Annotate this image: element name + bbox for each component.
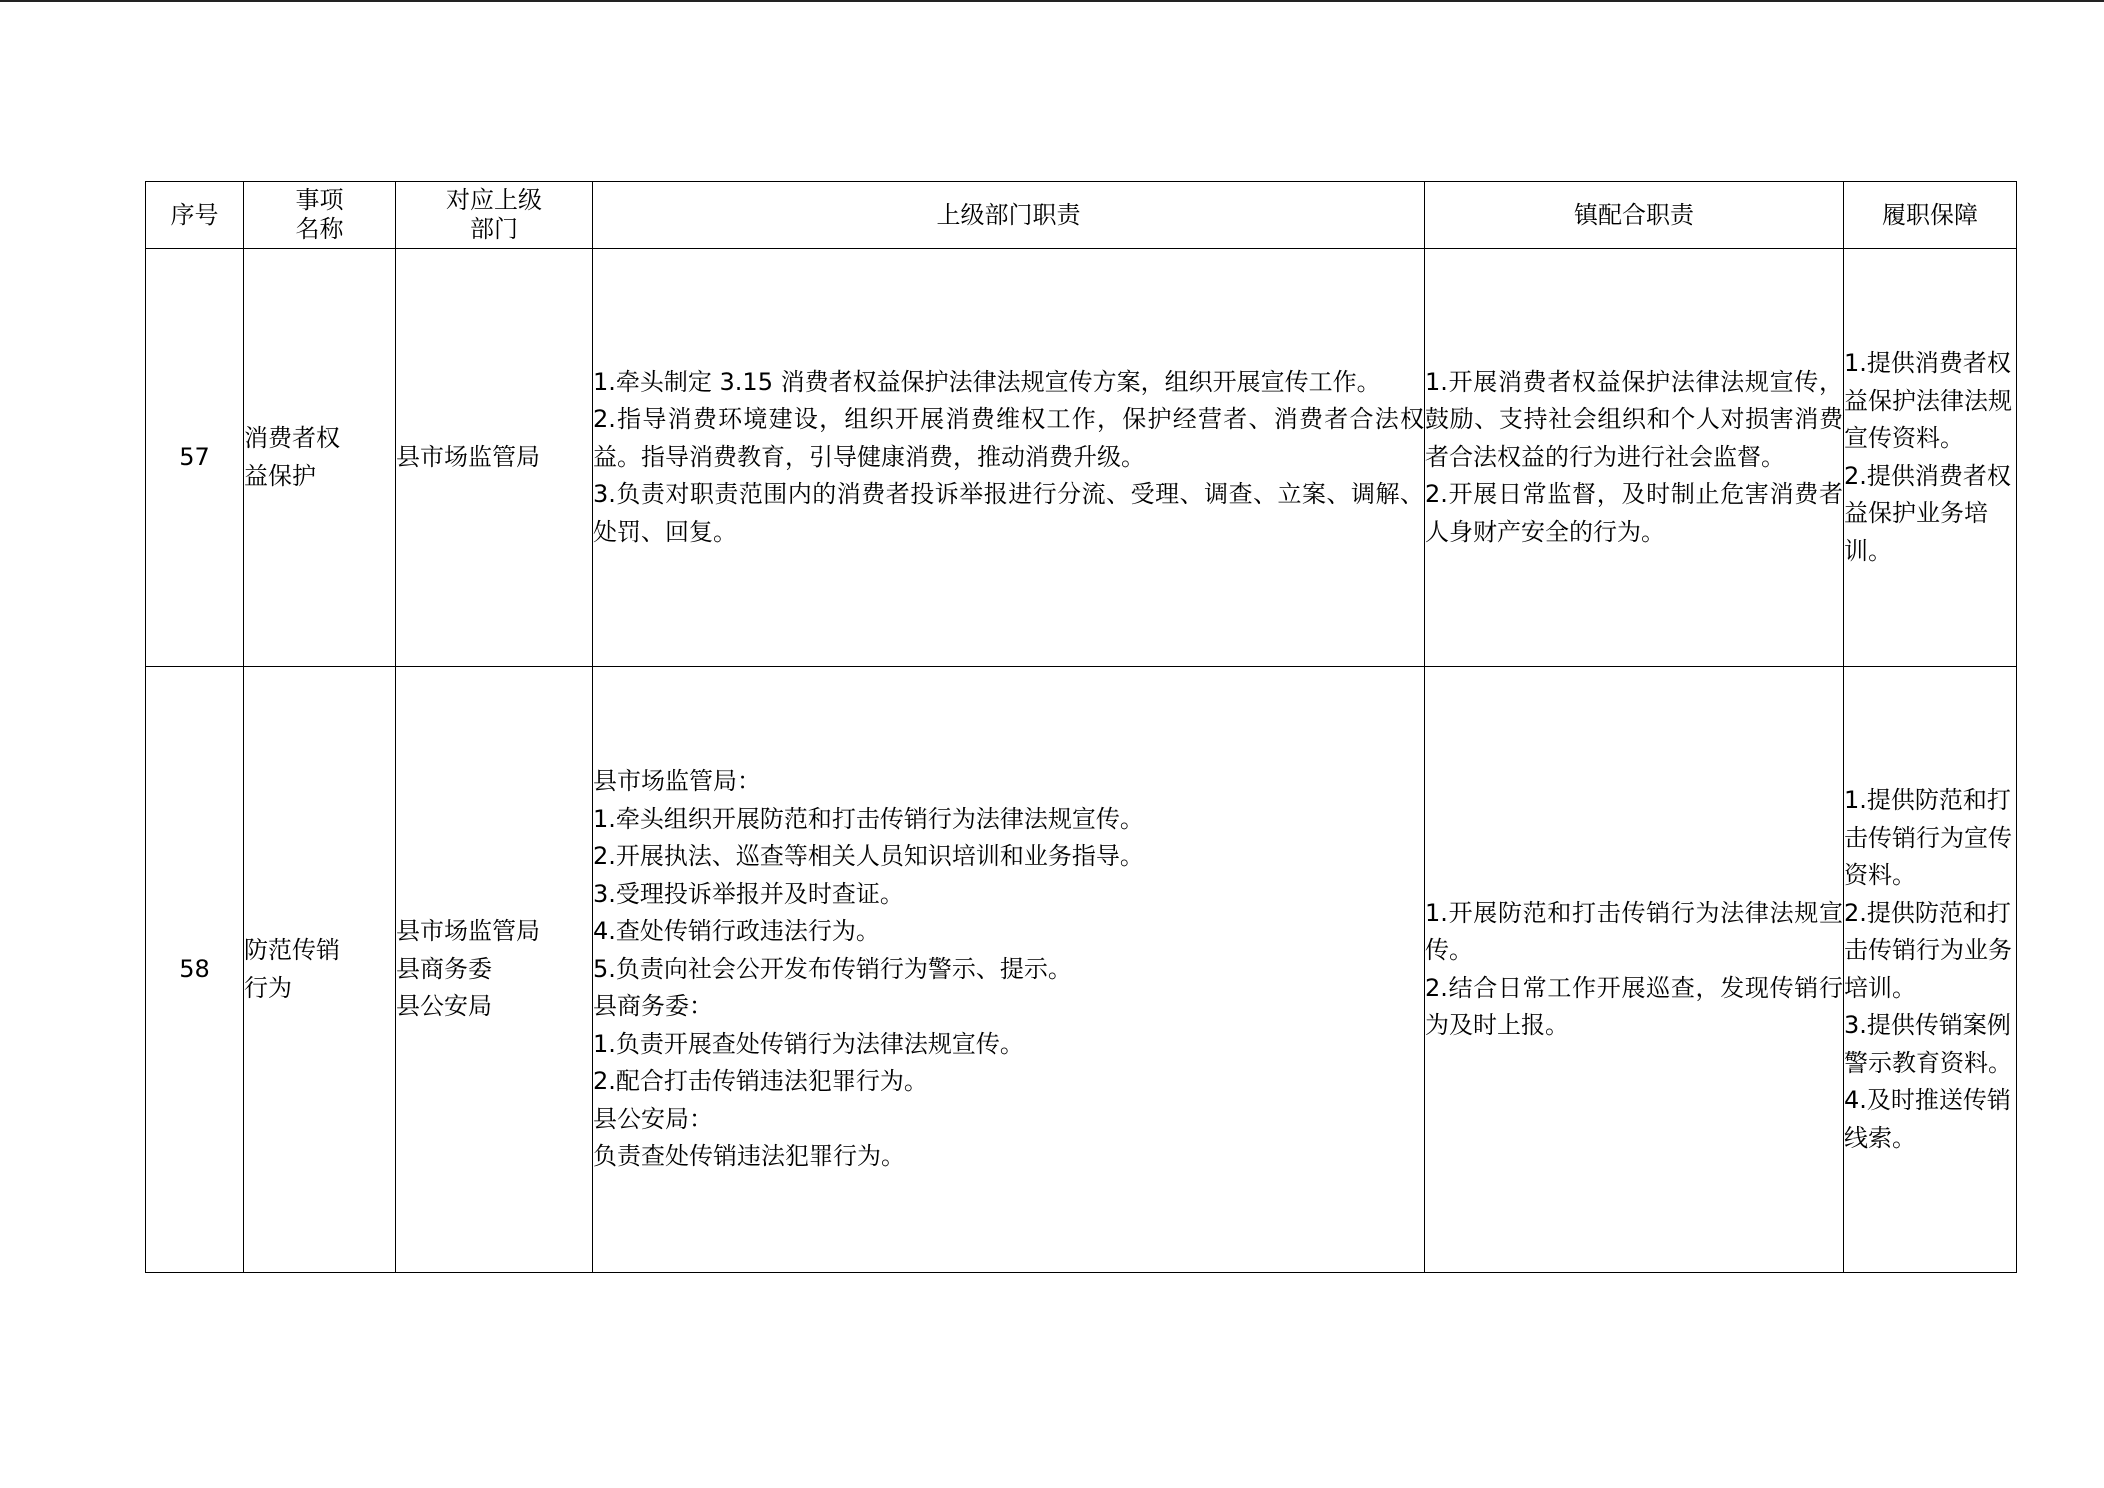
table-row (146, 667, 2017, 1273)
cell-line: 序号 (170, 200, 219, 229)
cell-line: 2.指导消费环境建设，组织开展消费维权工作，保护经营者、消费者合法权益。指导消费教育，引导健康消费，推动消费升级。 (593, 405, 1424, 471)
cell-line: 3.受理投诉举报并及时查证。 (593, 879, 904, 908)
cell-line: 消费者权 (244, 424, 340, 452)
cell-line: 事项 (295, 186, 344, 214)
cell-line: 2.开展执法、巡查等相关人员知识培训和业务指导。 (593, 842, 1144, 871)
header-seq (146, 182, 244, 249)
cell-line: 县商务委 (396, 954, 492, 983)
header-item-name (244, 182, 396, 249)
cell-line: 1.提供防范和打击传销行为宣传资料。 (1844, 786, 2012, 889)
table-row (146, 249, 2017, 667)
cell-line: 名称 (295, 215, 344, 243)
row-item-cell (244, 249, 396, 667)
cell-line: 益保护 (244, 461, 316, 490)
row-town-duties-cell (1425, 249, 1844, 667)
cell-line: 1.开展防范和打击传销行为法律法规宣传。 (1425, 898, 1843, 964)
cell-line: 1.开展消费者权益保护法律法规宣传，鼓励、支持社会组织和个人对损害消费者合法权益的行为进行社会监督。 (1425, 367, 1843, 471)
cell-line: 对应上级 (446, 186, 542, 214)
cell-line: 负责查处传销违法犯罪行为。 (593, 1142, 905, 1171)
cell-line: 4.及时推送传销线索。 (1844, 1086, 2011, 1152)
cell-line: 镇配合职责 (1574, 200, 1694, 229)
cell-line: 县公安局： (593, 1104, 713, 1133)
cell-line: 2.提供消费者权益保护业务培训。 (1844, 461, 2011, 565)
cell-line: 3.负责对职责范围内的消费者投诉举报进行分流、受理、调查、立案、调解、处罚、回复。 (593, 480, 1424, 546)
cell-line: 2.提供防范和打击传销行为业务培训。 (1844, 898, 2012, 1002)
header-guarantee (1844, 182, 2017, 249)
row-dept-cell (396, 667, 593, 1273)
cell-line: 4.查处传销行政违法行为。 (593, 917, 880, 946)
cell-line: 县市场监管局 (396, 917, 540, 946)
cell-line: 县公安局 (396, 992, 492, 1021)
cell-line: 1.提供消费者权益保护法律法规宣传资料。 (1844, 349, 2012, 452)
cell-line: 1.牵头组织开展防范和打击传销行为法律法规宣传。 (593, 804, 1144, 833)
header-superior-dept (396, 182, 593, 249)
duty-table (145, 181, 2017, 1273)
cell-line: 2.结合日常工作开展巡查，发现传销行为及时上报。 (1425, 973, 1843, 1039)
header-town-duties (1425, 182, 1844, 249)
cell-line: 1.牵头制定 3.15 消费者权益保护法律法规宣传方案，组织开展宣传工作。 (593, 367, 1381, 396)
cell-line: 5.负责向社会公开发布传销行为警示、提示。 (593, 954, 1072, 983)
row-superior-duties-cell (593, 249, 1425, 667)
row-item-cell (244, 667, 396, 1273)
cell-line: 县市场监管局 (396, 442, 540, 471)
header-superior-duties (593, 182, 1425, 249)
cell-line: 1.负责开展查处传销行为法律法规宣传。 (593, 1029, 1024, 1058)
cell-line: 行为 (244, 973, 292, 1002)
row-guarantee-cell (1844, 667, 2017, 1273)
cell-line: 2.开展日常监督，及时制止危害消费者人身财产安全的行为。 (1425, 480, 1843, 546)
row-seq-cell: 57 (146, 249, 244, 667)
cell-line: 3.提供传销案例警示教育资料。 (1844, 1011, 2012, 1077)
cell-line: 上级部门职责 (936, 200, 1081, 229)
cell-line: 履职保障 (1882, 200, 1978, 229)
cell-line: 部门 (470, 215, 518, 243)
row-town-duties-cell (1425, 667, 1844, 1273)
row-dept-cell (396, 249, 593, 667)
row-guarantee-cell (1844, 249, 2017, 667)
cell-line: 防范传销 (244, 936, 340, 964)
row-seq-cell: 58 (146, 667, 244, 1273)
table-header-row (146, 182, 2017, 249)
page-top-rule (0, 0, 2104, 2)
row-superior-duties-cell (593, 667, 1425, 1273)
cell-line: 县市场监管局： (593, 767, 761, 796)
cell-line: 2.配合打击传销违法犯罪行为。 (593, 1067, 928, 1096)
cell-line: 县商务委： (593, 992, 713, 1021)
